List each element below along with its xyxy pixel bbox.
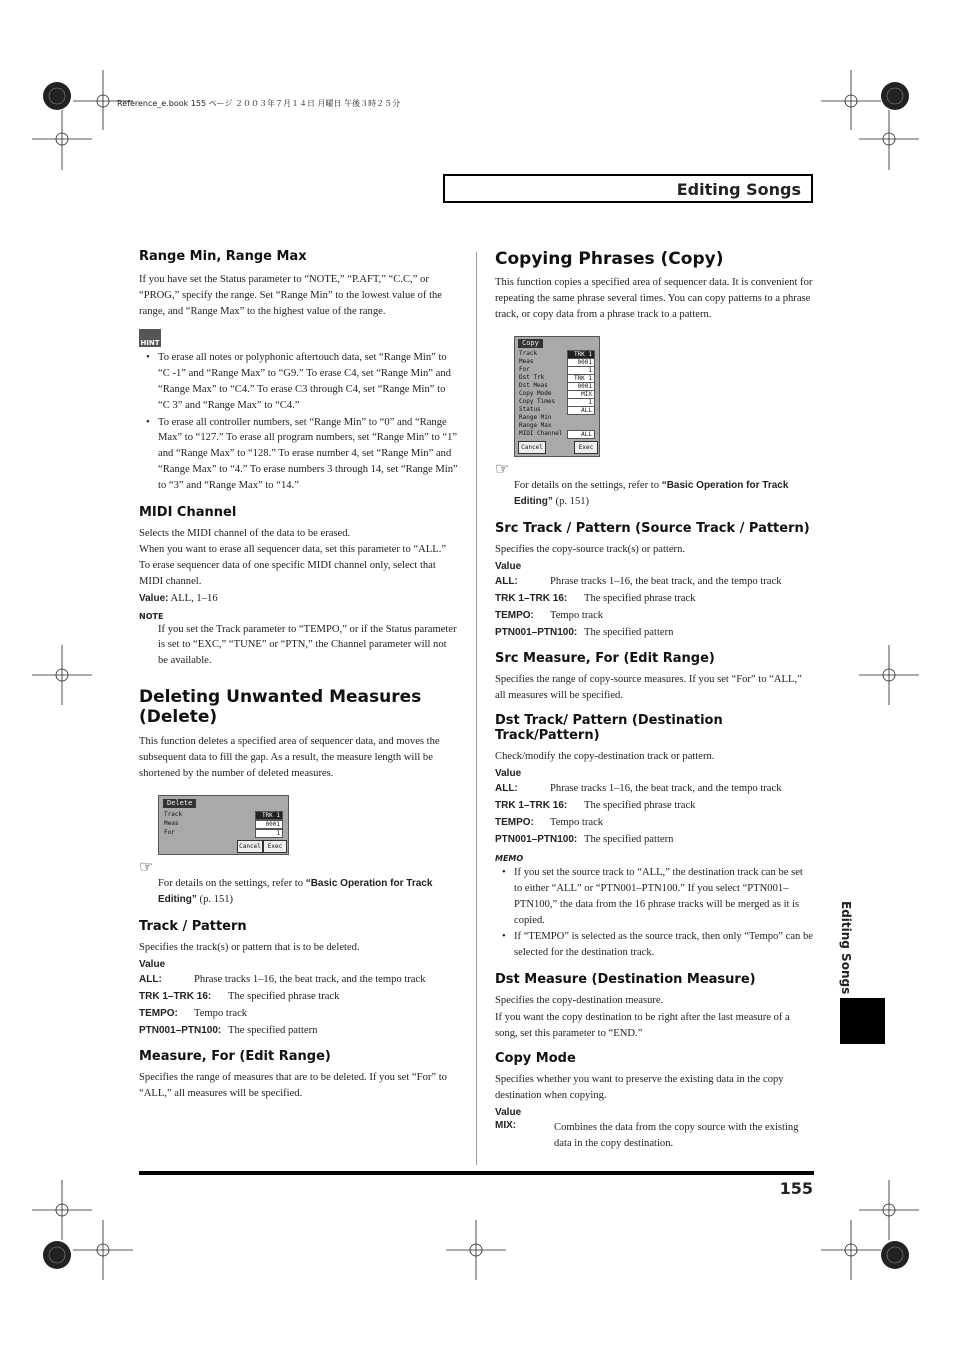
src-measure-heading: Src Measure, For (Edit Range): [495, 650, 715, 666]
midi-note: If you set the Track parameter to “TEMPO,” or if the Status parameter is set to “EXC,” “TUNE” or “PTN,” the Channel parameter will not be available.: [158, 623, 457, 667]
value-key: TEMPO:: [495, 609, 534, 621]
screen-row-value[interactable]: 0001: [567, 358, 595, 367]
measure-heading: Measure, For (Edit Range): [139, 1048, 331, 1064]
value-desc: The specified pattern: [584, 834, 674, 846]
value-key: TEMPO:: [139, 1007, 178, 1019]
value-row: [495, 780, 813, 797]
range-heading: Range Min, Range Max: [139, 249, 307, 264]
value-row: [139, 971, 459, 988]
copy-heading: Copying Phrases (Copy): [495, 249, 724, 269]
dst-track-heading: Dst Track/ Pattern (Destination Track/Pattern): [495, 713, 723, 744]
value-desc: Phrase tracks 1–16, the beat track, and the tempo track: [550, 783, 782, 795]
screen-row-value[interactable]: 0001: [567, 382, 595, 391]
value-desc: Tempo track: [194, 1007, 248, 1019]
screen-title: Delete: [163, 799, 196, 808]
value-key: ALL:: [139, 973, 162, 985]
value-row: [495, 573, 813, 590]
value-heading: Value: [495, 1106, 522, 1118]
screen-row-value[interactable]: 0001: [255, 820, 283, 829]
exec-button[interactable]: Exec: [574, 441, 598, 454]
src-measure-text: Specifies the range of copy-source measures. If you set “For” to “ALL,” all measures will be specified.: [495, 673, 802, 701]
value-row: [495, 624, 813, 641]
dst-track-text: Check/modify the copy-destination track or pattern.: [495, 751, 715, 763]
value-desc: Combines the data from the copy source with the existing data in the copy destination.: [554, 1121, 799, 1149]
ref-text: For details on the settings, refer to: [514, 480, 662, 492]
screen-row-value[interactable]: ALL: [567, 406, 595, 415]
screen-row-label: Dst Meas: [519, 382, 548, 390]
value-row: [139, 988, 459, 1005]
value-list: [495, 573, 813, 641]
midi-p2: When you want to erase all sequencer data, set this parameter to “ALL.” To erase sequencer data of one specific MIDI channel only, select that MIDI channel.: [139, 544, 447, 587]
screen-row-label: Copy Mode: [519, 390, 552, 398]
memo-icon: MEMO: [495, 854, 524, 864]
screen-row-value[interactable]: 1: [567, 398, 595, 407]
screen-row-label: For: [164, 829, 175, 837]
side-tab-label: [834, 900, 858, 1000]
value-heading: Value: [495, 768, 522, 780]
hint-icon: HINT: [139, 329, 161, 347]
list-item: • To erase all controller numbers, set “Range Min” to “0” and “Range Max” to “127.” To erase all program numbers, set “Range Min” to “1” and “Range Max” to “128.” To erase number 4, set “Range Min” and “Range Max” to “4.” To erase numbers 3 through 14, set “Range Min” to “3” and “Range Max” to “14.”: [139, 415, 459, 494]
value-desc: Phrase tracks 1–16, the beat track, and the tempo track: [194, 973, 426, 985]
value-key: TRK 1–TRK 16:: [495, 592, 568, 604]
value-row: [495, 831, 813, 848]
measure-text: Specifies the range of measures that are to be deleted. If you set “For” to “ALL,” all measures will be specified.: [139, 1071, 447, 1099]
value-row: [139, 1022, 459, 1039]
value-key: ALL:: [495, 783, 518, 795]
page-number: 155: [779, 1179, 813, 1198]
ref-link[interactable]: “Basic Operation for Track Editing”: [514, 480, 789, 508]
value-row: [495, 814, 813, 831]
screen-row-label: Dst Trk: [519, 374, 545, 382]
screen-row-label: MIDI Channel: [519, 430, 563, 438]
screen-row-value[interactable]: TRK 1: [255, 811, 283, 820]
copy-reference: [514, 478, 813, 510]
value-label: Value:: [139, 592, 169, 604]
value-row: [139, 1005, 459, 1022]
ref-page: (p. 151): [552, 496, 590, 508]
value-row: [495, 1120, 813, 1152]
value-key: PTN001–PTN100:: [495, 626, 578, 638]
screen-row-label: Range Min: [519, 414, 552, 422]
screen-row-label: Status: [519, 406, 541, 414]
file-header-line: Reference_e.book 155 ページ ２００３年７月１４日 月曜日 午後３時２５分: [117, 99, 401, 108]
screen-row-label: For: [519, 366, 530, 374]
value-key: PTN001–PTN100:: [139, 1024, 222, 1036]
delete-text: This function deletes a specified area of sequencer data, and moves the subsequent data to fill the gap. As a result, the measure length will be shortened by the number of deleted measures.: [139, 735, 440, 779]
copy-text: This function copies a specified area of sequencer data. It is convenient for repeating the same phrase several times. You can copy patterns to a phrase track, or copy data from a phrase track to a pattern.: [495, 277, 813, 320]
src-track-text: Specifies the copy-source track(s) or pattern.: [495, 543, 686, 555]
cancel-button[interactable]: Cancel: [237, 840, 263, 853]
screen-row-label: Range Max: [519, 422, 552, 430]
value-desc: The specified phrase track: [228, 990, 340, 1002]
dst-measure-heading: Dst Measure (Destination Measure): [495, 971, 756, 987]
midi-value: [139, 591, 459, 607]
screen-row-label: Meas: [164, 820, 179, 828]
value-row: [495, 797, 813, 814]
note-icon: NOTE: [139, 611, 164, 621]
list-item: • If “TEMPO” is selected as the source track, then only “Tempo” can be selected for the destination track.: [495, 929, 813, 961]
ref-link[interactable]: “Basic Operation for Track Editing”: [158, 878, 433, 906]
delete-heading: Deleting Unwanted Measures (Delete): [139, 686, 422, 727]
list-item: • If you set the source track to “ALL,” the destination track can be set to either “ALL” or “PTN001–PTN100.” If you select “PTN001–PTN100,” the data from the 16 phrase tracks will be merged as it is copied.: [495, 865, 813, 928]
value-key: MIX:: [495, 1119, 517, 1131]
screen-row-value[interactable]: MIX: [567, 390, 595, 399]
side-tab-block: [840, 998, 885, 1044]
track-pattern-text: Specifies the track(s) or pattern that is to be deleted.: [139, 941, 360, 953]
screen-title: Copy: [518, 339, 543, 348]
screen-row-label: Track: [164, 811, 183, 819]
cancel-button[interactable]: Cancel: [518, 441, 546, 454]
value-desc: The specified pattern: [584, 626, 674, 638]
value-row: [495, 607, 813, 624]
value-key: TRK 1–TRK 16:: [495, 800, 568, 812]
screen-row-value[interactable]: TRK 1: [567, 350, 595, 359]
value-key: TEMPO:: [495, 817, 534, 829]
value-desc: The specified phrase track: [584, 592, 696, 604]
screen-row-label: Meas: [519, 358, 534, 366]
value-heading: Value: [495, 560, 522, 572]
copy-screen: [514, 336, 600, 457]
value-key: PTN001–PTN100:: [495, 834, 578, 846]
screen-row-label: Track: [519, 350, 538, 358]
list-item: • To erase all notes or polyphonic aftertouch data, set “Range Min” to “C -1” and “Range Max” to “G9.” To erase C4, set “Range Min” and “Range Max” to “C4.” To erase C3 through C4, set “Range Min” to “C 3” and “Range Max” to “C4.”: [139, 350, 459, 413]
value-list: [495, 780, 813, 848]
value-key: ALL:: [495, 575, 518, 587]
section-header-box: [443, 174, 813, 203]
screen-row-value[interactable]: 1: [567, 366, 595, 375]
value-key: TRK 1–TRK 16:: [139, 990, 212, 1002]
midi-p1: Selects the MIDI channel of the data to be erased.: [139, 527, 351, 539]
range-hint-list: [139, 350, 459, 493]
ref-text: For details on the settings, refer to: [158, 878, 306, 890]
value-desc: The specified pattern: [228, 1024, 318, 1036]
value-desc: Tempo track: [550, 609, 604, 621]
exec-button[interactable]: Exec: [263, 840, 287, 853]
value-text: ALL, 1–16: [170, 592, 218, 604]
ref-page: (p. 151): [196, 894, 234, 906]
reference-hand-icon: ☞: [495, 461, 510, 479]
dst-measure-p2: If you want the copy destination to be right after the last measure of a song, set this parameter to “END.”: [495, 1011, 790, 1039]
right-column: [495, 249, 813, 1152]
track-pattern-heading: Track / Pattern: [139, 918, 247, 934]
value-desc: The specified phrase track: [584, 800, 696, 812]
value-row: [495, 590, 813, 607]
left-column: [139, 249, 459, 1101]
section-title: Editing Songs: [676, 180, 801, 199]
reference-hand-icon: ☞: [139, 859, 154, 877]
copy-mode-text: Specifies whether you want to preserve the existing data in the copy destination when copying.: [495, 1074, 784, 1102]
screen-row-value[interactable]: TRK 1: [567, 374, 595, 383]
screen-row-value[interactable]: ALL: [567, 430, 595, 439]
midi-channel-heading: MIDI Channel: [139, 504, 237, 520]
delete-reference: [158, 876, 459, 908]
footer-rule: [139, 1171, 814, 1175]
memo-list: [495, 865, 813, 961]
range-text: If you have set the Status parameter to “NOTE,” “P.AFT,” “C.C,” or “PROG,” specify the range. Set “Range Min” to the lowest value of the range, and “Range Max” to the highest value of the range.: [139, 274, 443, 317]
screen-row-label: Copy Times: [519, 398, 556, 406]
copy-mode-heading: Copy Mode: [495, 1051, 576, 1067]
value-heading: Value: [139, 958, 166, 970]
dst-measure-p1: Specifies the copy-destination measure.: [495, 994, 664, 1006]
side-tab-text: Editing Songs: [839, 901, 853, 995]
value-desc: Phrase tracks 1–16, the beat track, and the tempo track: [550, 575, 782, 587]
screen-row-value[interactable]: 1: [255, 829, 283, 838]
value-desc: Tempo track: [550, 817, 604, 829]
value-list: [139, 971, 459, 1039]
column-divider: [476, 252, 477, 1165]
delete-screen: [158, 795, 289, 855]
src-track-heading: Src Track / Pattern (Source Track / Pattern): [495, 520, 810, 536]
